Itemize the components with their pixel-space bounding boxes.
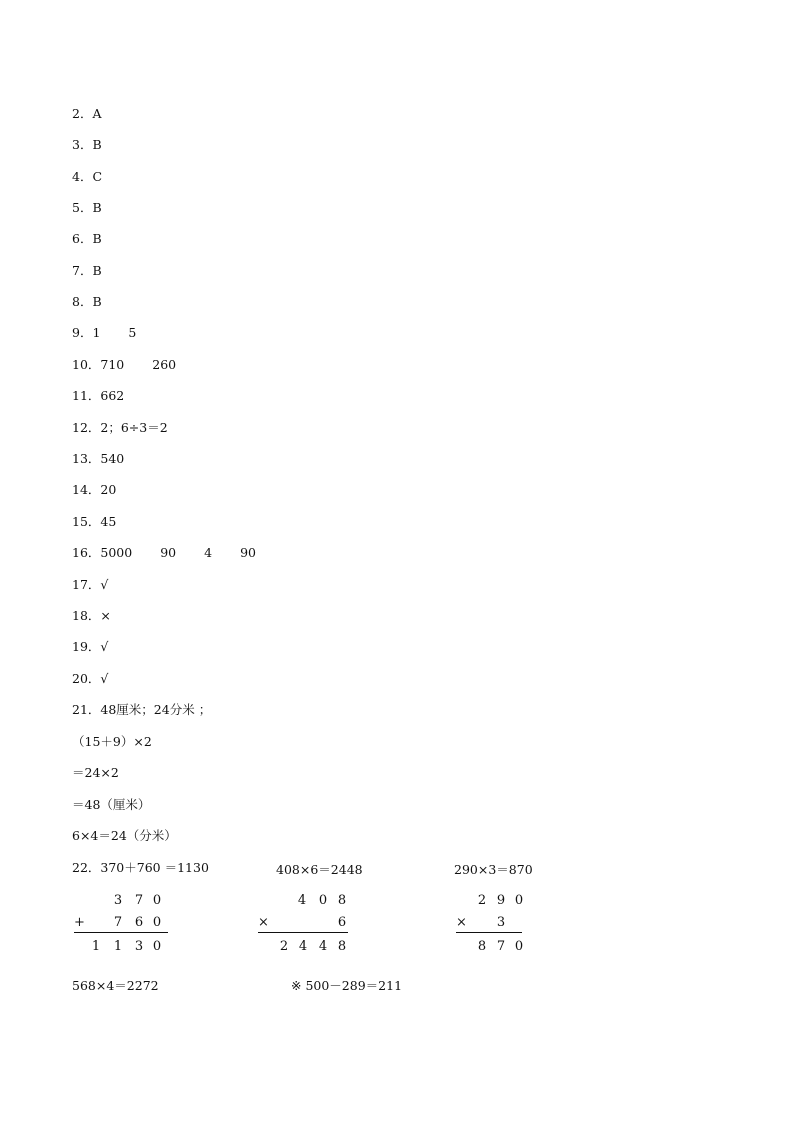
answer-value: 48厘米；24分米 ； [100, 702, 212, 717]
answer-line [72, 263, 102, 279]
answer-number: 21． [72, 702, 101, 717]
answer-value: B [92, 200, 102, 215]
answer-line [72, 106, 101, 122]
digit: 1 [91, 939, 101, 954]
answer-number: 22． [72, 860, 101, 875]
answer-number: 6． [72, 231, 93, 246]
answer-value: 90 [160, 545, 177, 560]
answer-number: 11． [72, 388, 101, 403]
answer-line [72, 388, 124, 404]
digit: 8 [477, 939, 487, 954]
digit: 4 [318, 939, 328, 954]
answer-value: √ [100, 639, 109, 654]
answer-line [72, 671, 108, 687]
answer-value: 5 [128, 325, 137, 340]
digit: 6 [337, 915, 347, 930]
digit: 8 [337, 893, 347, 908]
answer-line [72, 420, 168, 436]
answer-number: 18． [72, 608, 101, 623]
q22-line [72, 860, 209, 876]
answer-value: 45 [100, 514, 117, 529]
answer-number: 3． [72, 137, 93, 152]
answer-value: 20 [100, 482, 117, 497]
answer-line [72, 231, 102, 247]
answer-value: 5000 [100, 545, 133, 560]
answer-value: B [92, 231, 102, 246]
answer-number: 14． [72, 482, 101, 497]
digit: 0 [152, 893, 162, 908]
answer-line [72, 137, 102, 153]
answer-number: 15． [72, 514, 101, 529]
answer-number: 5． [72, 200, 93, 215]
answer-line [72, 200, 102, 216]
q21-work-line: 6×4＝24（分米） [72, 828, 177, 843]
digit: 0 [514, 939, 524, 954]
answer-line [72, 639, 108, 655]
q22-equation-3: 290×3＝870 [454, 862, 533, 877]
answer-value: 4 [204, 545, 213, 560]
digit: 2 [477, 893, 487, 908]
digit: 1 [113, 939, 123, 954]
q22-equation-2: 408×6＝2448 [276, 862, 363, 877]
answer-value: × [100, 608, 111, 623]
answer-number: 13． [72, 451, 101, 466]
q22-equation-1: 370＋760 ＝1130 [100, 860, 209, 875]
answer-line [72, 169, 102, 185]
digit: 4 [297, 893, 307, 908]
digit: 9 [496, 893, 506, 908]
answer-value: B [92, 263, 102, 278]
answer-number: 10． [72, 357, 101, 372]
answer-number: 19． [72, 639, 101, 654]
digit: 7 [113, 915, 123, 930]
digit: 7 [134, 893, 144, 908]
digit: 0 [514, 893, 524, 908]
answer-number: 20． [72, 671, 101, 686]
answer-value: 2；6÷3＝2 [100, 420, 168, 435]
answer-line [72, 482, 116, 498]
times-sign: × [456, 915, 467, 930]
answer-line [72, 545, 256, 561]
answer-value: 540 [100, 451, 125, 466]
answer-number: 17． [72, 577, 101, 592]
answer-number: 4． [72, 169, 93, 184]
answer-number: 12． [72, 420, 101, 435]
answer-value: C [92, 169, 103, 184]
answer-line [72, 357, 176, 373]
digit: 2 [279, 939, 289, 954]
answer-number: 16． [72, 545, 101, 560]
digit: 3 [134, 939, 144, 954]
digit: 0 [152, 939, 162, 954]
answer-value: 90 [240, 545, 256, 560]
answer-value: 662 [100, 388, 125, 403]
answer-line [72, 451, 124, 467]
answer-value: A [92, 106, 102, 121]
q22-equation-4: 568×4＝2272 [72, 978, 159, 993]
answer-number: 9． [72, 325, 93, 340]
digit: 3 [496, 915, 506, 930]
sum-line [74, 932, 168, 933]
answer-value: 710 [100, 357, 125, 372]
answer-value: √ [100, 577, 109, 592]
digit: 4 [298, 939, 308, 954]
answer-line [72, 514, 116, 530]
product-line [456, 932, 522, 933]
times-sign: × [258, 915, 269, 930]
answer-value: 1 [92, 325, 101, 340]
answer-number: 7． [72, 263, 93, 278]
answer-value: 260 [152, 357, 177, 372]
answer-line [72, 608, 111, 624]
answer-line [72, 294, 102, 310]
q22-equation-5: ※ 500－289＝211 [291, 978, 403, 993]
digit: 8 [337, 939, 347, 954]
answer-line [72, 577, 108, 593]
digit: 6 [134, 915, 144, 930]
digit: 0 [152, 915, 162, 930]
answer-number: 8． [72, 294, 93, 309]
answer-value: √ [100, 671, 109, 686]
digit: 7 [496, 939, 506, 954]
digit: 0 [318, 893, 328, 908]
answer-number: 2． [72, 106, 93, 121]
q21-work-line: ＝24×2 [72, 765, 119, 780]
answer-line [72, 702, 211, 718]
q21-work-line: ＝48（厘米） [72, 797, 151, 812]
answer-value: B [92, 294, 102, 309]
product-line [258, 932, 348, 933]
answer-line [72, 325, 136, 341]
q21-work-line: （15＋9）×2 [72, 734, 152, 749]
answer-value: B [92, 137, 102, 152]
digit: 3 [113, 893, 123, 908]
plus-sign: + [74, 915, 85, 930]
